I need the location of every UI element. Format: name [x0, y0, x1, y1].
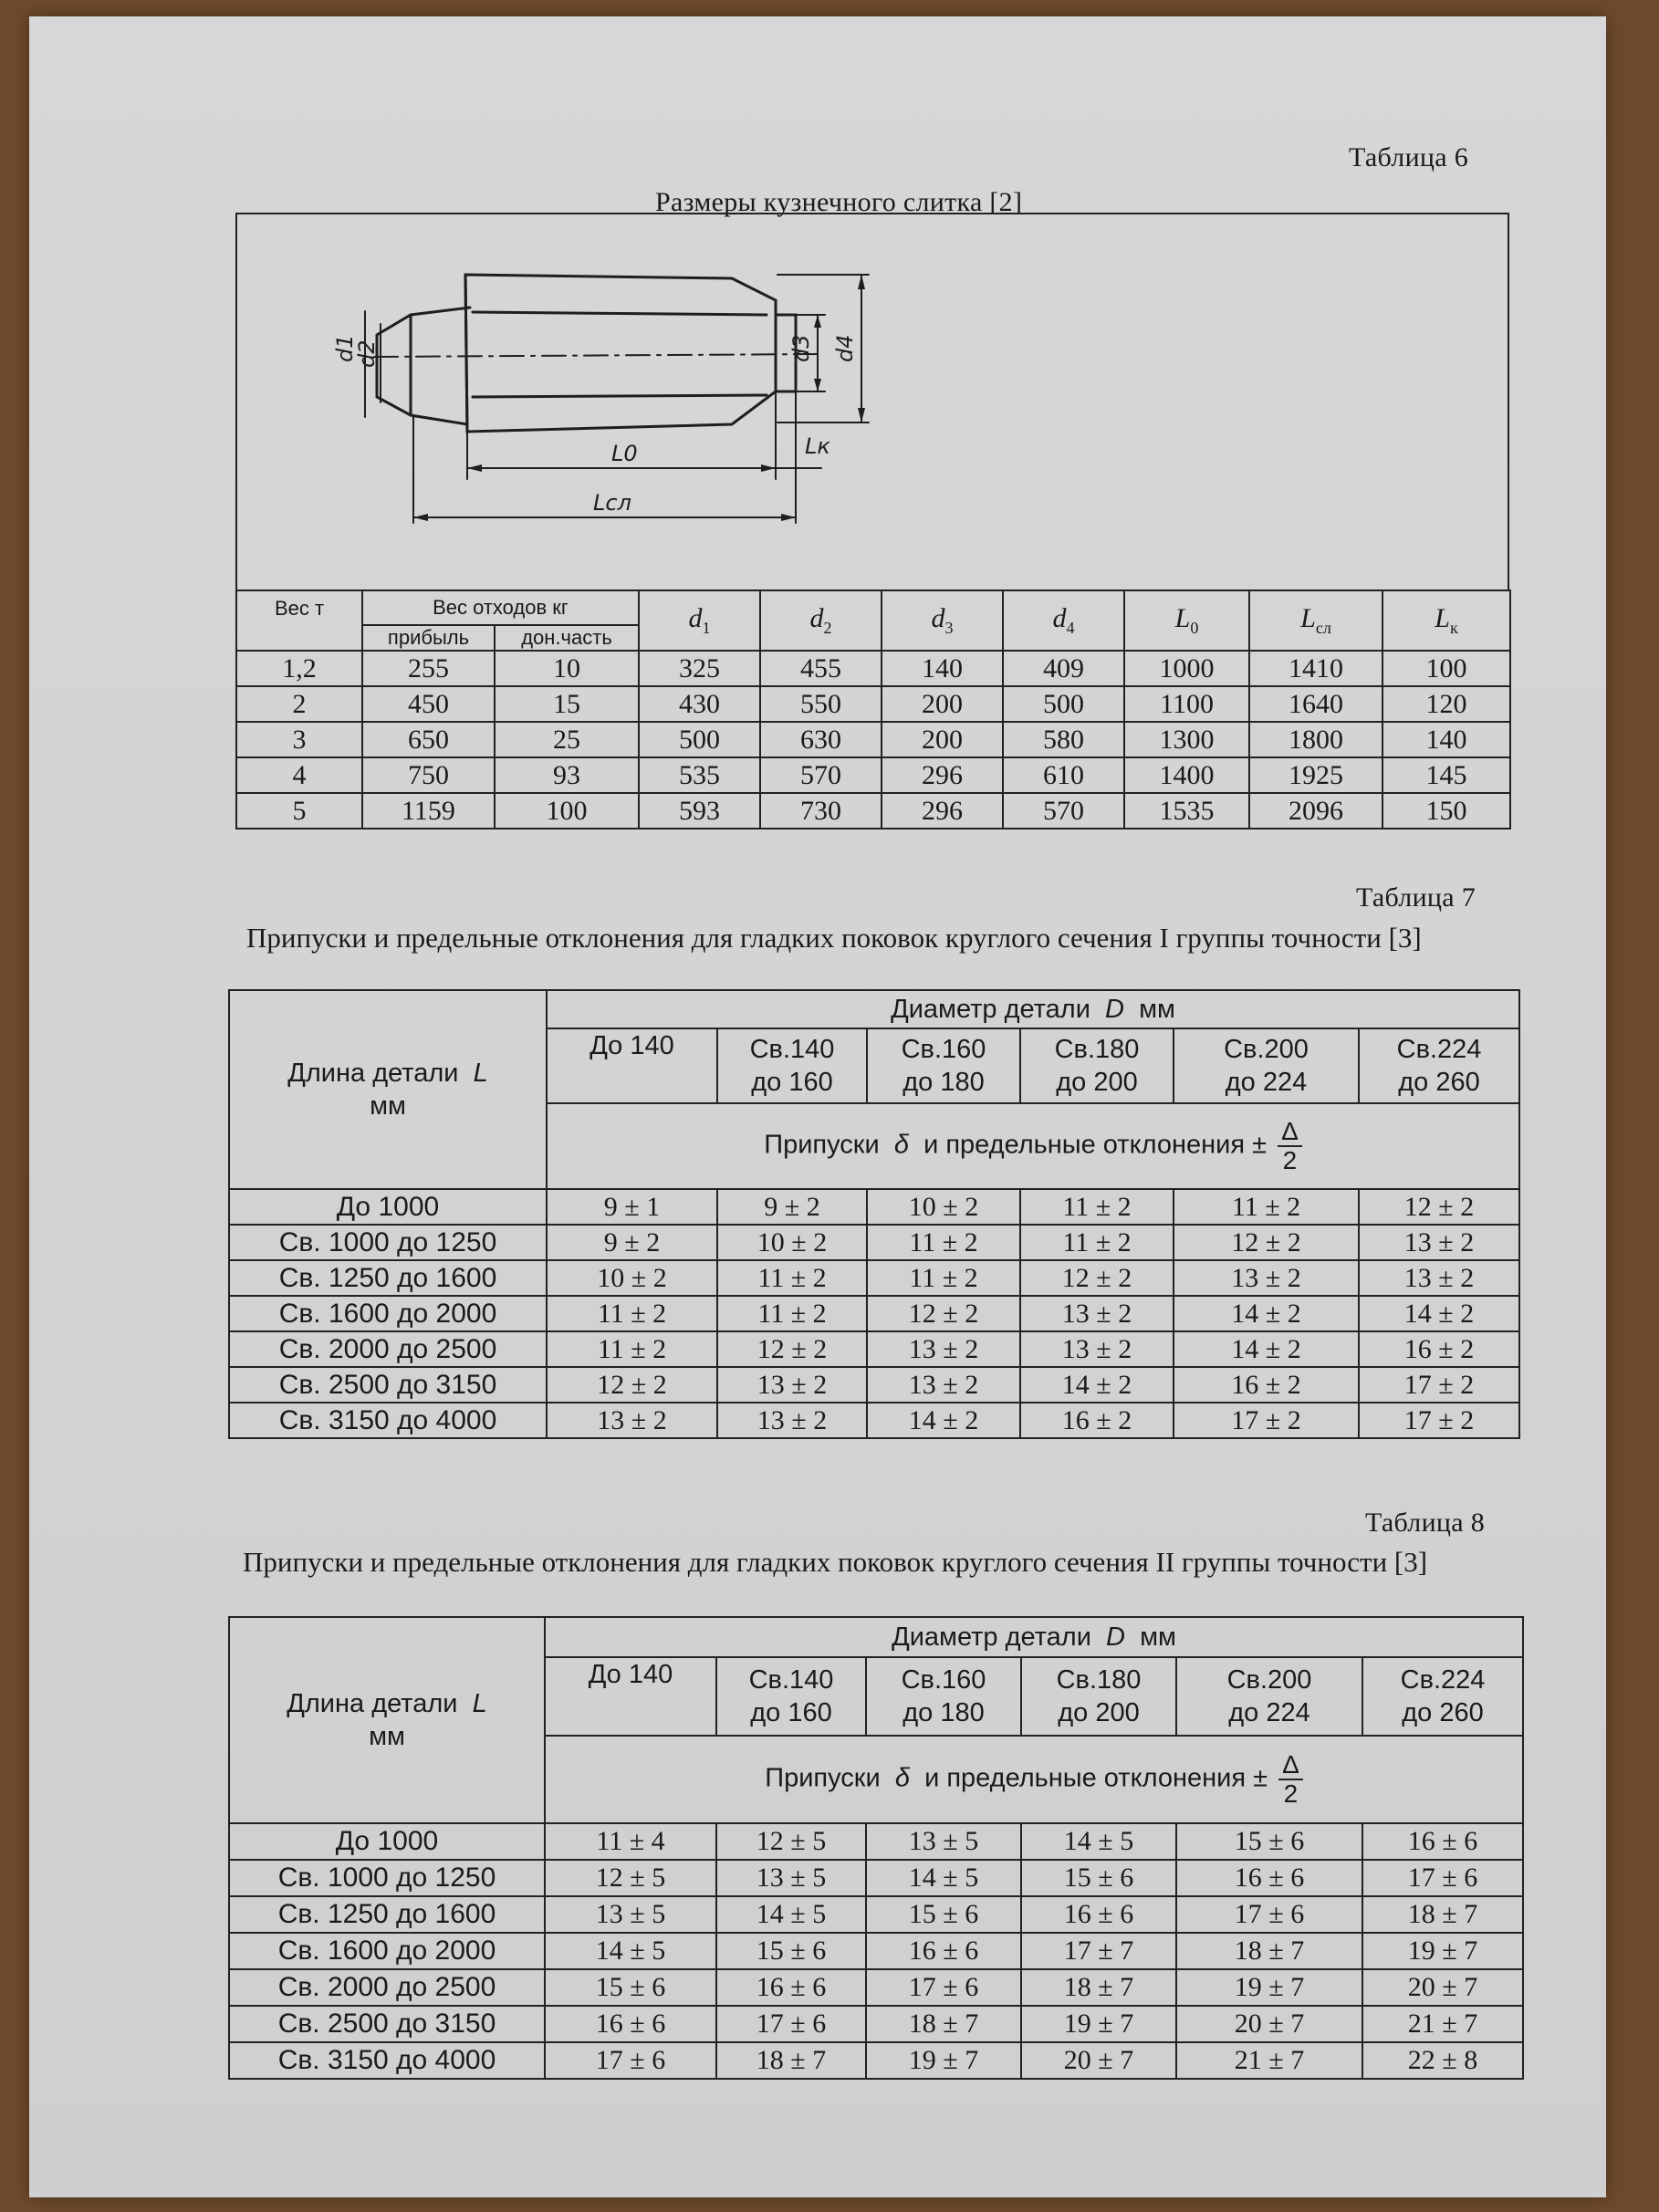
t7-cell: 14 ± 2: [1174, 1331, 1359, 1367]
t7-cell: 13 ± 2: [1020, 1331, 1174, 1367]
t7-cell: 12 ± 2: [1359, 1189, 1519, 1225]
t6-cell: 120: [1382, 686, 1510, 722]
t7-cell: 11 ± 2: [717, 1296, 867, 1331]
t6-cell: 5: [236, 793, 362, 829]
t7-cell: 9 ± 2: [717, 1189, 867, 1225]
t6-cell: 500: [1003, 686, 1124, 722]
t7-cell: 11 ± 2: [867, 1260, 1020, 1296]
table6-title: Размеры кузнечного слитка [2]: [655, 187, 1023, 217]
t6-cell: 535: [639, 757, 760, 793]
t8-cell: Св. 1250 до 1600: [229, 1896, 545, 1933]
t6-cell: 450: [362, 686, 495, 722]
t8-cell: 17 ± 6: [866, 1969, 1021, 2006]
t6-cell: 100: [1382, 651, 1510, 686]
t7-cell: 14 ± 2: [1359, 1296, 1519, 1331]
col-pribyl: прибыль: [362, 625, 495, 651]
t7-cell: 11 ± 2: [1174, 1189, 1359, 1225]
t8-row: [229, 1860, 1523, 1896]
t8-cell: 19 ± 7: [1176, 1969, 1362, 2006]
t6-row: [236, 757, 1510, 793]
col-Lsl: $L_{сл}$: [1249, 590, 1382, 651]
t8-cell: 16 ± 6: [716, 1969, 866, 2006]
col-d1: $d_1$: [639, 590, 760, 651]
diagram-label-d2: d2: [354, 339, 380, 368]
t8-cell: 17 ± 6: [545, 2042, 716, 2079]
t8-cell: 15 ± 6: [545, 1969, 716, 2006]
t6-cell: 296: [882, 793, 1003, 829]
t8-cell: 18 ± 7: [1362, 1896, 1523, 1933]
t8-cell: 20 ± 7: [1362, 1969, 1523, 2006]
t7-cell: Св. 2000 до 2500: [229, 1331, 547, 1367]
t6-cell: 200: [882, 686, 1003, 722]
t8-cell: 13 ± 5: [545, 1896, 716, 1933]
col-don-chast: дон.часть: [495, 625, 639, 651]
t8-cell: 21 ± 7: [1362, 2006, 1523, 2042]
table7-title: Припуски и предельные отклонения для гладких поковок круглого сечения I группы точности [3]: [246, 922, 1422, 954]
t8-cell: 11 ± 4: [545, 1823, 716, 1860]
t6-cell: 3: [236, 722, 362, 757]
t6-cell: 650: [362, 722, 495, 757]
diagram-label-Lk: Lк: [805, 433, 830, 459]
t6-cell: 1300: [1124, 722, 1249, 757]
col-Lk: $L_к$: [1382, 590, 1510, 651]
t7-cell: Св. 1600 до 2000: [229, 1296, 547, 1331]
t8-cell: 17 ± 6: [716, 2006, 866, 2042]
t6-cell: 200: [882, 722, 1003, 757]
t7-cell: 13 ± 2: [867, 1331, 1020, 1367]
t8-cell: 15 ± 6: [1176, 1823, 1362, 1860]
t6-row: [236, 686, 1510, 722]
t7-allowance-header: Припуски δ и предельные отклонения ± $\frac{\Delta}{2}$: [547, 1103, 1519, 1189]
t8-cell: 14 ± 5: [866, 1860, 1021, 1896]
t7-row: [229, 1260, 1519, 1296]
t8-cell: 12 ± 5: [716, 1823, 866, 1860]
t8-row: [229, 1933, 1523, 1969]
t6-row: [236, 722, 1510, 757]
t8-cell: 15 ± 6: [716, 1933, 866, 1969]
t8-cell: 16 ± 6: [1362, 1823, 1523, 1860]
diagram-label-L0: L0: [611, 441, 638, 466]
t8-cell: 18 ± 7: [1176, 1933, 1362, 1969]
t6-cell: 1,2: [236, 651, 362, 686]
t7-cell: 16 ± 2: [1174, 1367, 1359, 1403]
t6-cell: 140: [1382, 722, 1510, 757]
t6-cell: 150: [1382, 793, 1510, 829]
t8-row: [229, 2006, 1523, 2042]
t7-cell: 11 ± 2: [1020, 1189, 1174, 1225]
table8-label: Таблица 8: [1365, 1508, 1486, 1538]
t8-allowance-header: Припуски δ и предельные отклонения ± $\frac{\Delta}{2}$: [545, 1736, 1523, 1823]
t8-row: [229, 2042, 1523, 2079]
t7-diameter-range: Св.140 до 160: [717, 1028, 867, 1103]
t8-row: [229, 1823, 1523, 1860]
t8-cell: 14 ± 5: [716, 1896, 866, 1933]
col-d2: $d_2$: [760, 590, 882, 651]
t6-cell: 140: [882, 651, 1003, 686]
t6-cell: 1000: [1124, 651, 1249, 686]
t8-diameter-range: Св.180 до 200: [1021, 1657, 1176, 1736]
t7-cell: 13 ± 2: [717, 1403, 867, 1438]
table8-title: Припуски и предельные отклонения для гладких поковок круглого сечения II группы точности [3]: [243, 1546, 1428, 1578]
t8-cell: 16 ± 6: [1021, 1896, 1176, 1933]
t7-cell: 9 ± 2: [547, 1225, 717, 1260]
t7-cell: До 1000: [229, 1189, 547, 1225]
t7-cell: 17 ± 2: [1174, 1403, 1359, 1438]
t7-cell: Св. 2500 до 3150: [229, 1367, 547, 1403]
t6-cell: 1159: [362, 793, 495, 829]
t7-row: [229, 1189, 1519, 1225]
t7-diameter-range: До 140: [547, 1028, 717, 1103]
t7-col-diameter: Диаметр детали D мм: [547, 990, 1519, 1028]
table7: [228, 989, 1520, 1439]
t8-cell: 20 ± 7: [1176, 2006, 1362, 2042]
t7-row: [229, 1331, 1519, 1367]
t8-cell: 15 ± 6: [1021, 1860, 1176, 1896]
t6-cell: 2: [236, 686, 362, 722]
table6-label: Таблица 6: [1349, 142, 1469, 172]
t6-cell: 570: [760, 757, 882, 793]
t7-cell: 10 ± 2: [867, 1189, 1020, 1225]
table7-label: Таблица 7: [1356, 882, 1476, 913]
t7-cell: 13 ± 2: [1020, 1296, 1174, 1331]
t8-cell: 15 ± 6: [866, 1896, 1021, 1933]
t7-cell: 13 ± 2: [547, 1403, 717, 1438]
t6-row: [236, 651, 1510, 686]
diagram-label-d3: d3: [788, 334, 814, 362]
col-L0: $L_0$: [1124, 590, 1249, 651]
t7-row: [229, 1296, 1519, 1331]
t6-cell: 580: [1003, 722, 1124, 757]
t7-cell: Св. 1000 до 1250: [229, 1225, 547, 1260]
t8-cell: Св. 1600 до 2000: [229, 1933, 545, 1969]
diagram-label-Lsl: Lсл: [593, 490, 631, 516]
diagram-label-d4: d4: [832, 334, 858, 362]
t7-cell: 16 ± 2: [1359, 1331, 1519, 1367]
t7-cell: 16 ± 2: [1020, 1403, 1174, 1438]
t6-cell: 325: [639, 651, 760, 686]
t8-cell: До 1000: [229, 1823, 545, 1860]
t6-cell: 409: [1003, 651, 1124, 686]
t8-diameter-range: Св.200 до 224: [1176, 1657, 1362, 1736]
t8-cell: 22 ± 8: [1362, 2042, 1523, 2079]
t8-cell: 20 ± 7: [1021, 2042, 1176, 2079]
col-d4: $d_4$: [1003, 590, 1124, 651]
t8-cell: 16 ± 6: [1176, 1860, 1362, 1896]
t6-cell: 430: [639, 686, 760, 722]
t7-cell: 14 ± 2: [867, 1403, 1020, 1438]
t6-cell: 1800: [1249, 722, 1382, 757]
t7-cell: 11 ± 2: [547, 1331, 717, 1367]
t8-diameter-range: Св.224 до 260: [1362, 1657, 1523, 1736]
t8-cell: 19 ± 7: [866, 2042, 1021, 2079]
t7-cell: 13 ± 2: [1359, 1225, 1519, 1260]
t8-cell: 16 ± 6: [866, 1933, 1021, 1969]
t7-cell: 11 ± 2: [717, 1260, 867, 1296]
t8-cell: 17 ± 6: [1362, 1860, 1523, 1896]
t8-cell: 18 ± 7: [716, 2042, 866, 2079]
t6-cell: 1535: [1124, 793, 1249, 829]
t7-cell: 13 ± 2: [1359, 1260, 1519, 1296]
t8-cell: 12 ± 5: [545, 1860, 716, 1896]
t6-cell: 455: [760, 651, 882, 686]
t7-diameter-range: Св.200 до 224: [1174, 1028, 1359, 1103]
t8-cell: 19 ± 7: [1362, 1933, 1523, 1969]
t6-cell: 1925: [1249, 757, 1382, 793]
t6-cell: 2096: [1249, 793, 1382, 829]
t7-cell: 12 ± 2: [1020, 1260, 1174, 1296]
t7-cell: 12 ± 2: [867, 1296, 1020, 1331]
t6-cell: 730: [760, 793, 882, 829]
t7-cell: 13 ± 2: [1174, 1260, 1359, 1296]
t6-row: [236, 793, 1510, 829]
col-d3: $d_3$: [882, 590, 1003, 651]
col-ves: Вес т: [236, 590, 362, 651]
t7-cell: 10 ± 2: [547, 1260, 717, 1296]
t8-cell: 19 ± 7: [1021, 2006, 1176, 2042]
t6-cell: 255: [362, 651, 495, 686]
t6-cell: 1410: [1249, 651, 1382, 686]
t8-diameter-range: Св.140 до 160: [716, 1657, 866, 1736]
t7-cell: 14 ± 2: [1020, 1367, 1174, 1403]
t7-cell: 14 ± 2: [1174, 1296, 1359, 1331]
table6: [235, 590, 1511, 830]
t8-diameter-range: До 140: [545, 1657, 716, 1736]
t8-cell: 21 ± 7: [1176, 2042, 1362, 2079]
t6-cell: 10: [495, 651, 639, 686]
t6-cell: 750: [362, 757, 495, 793]
t7-diameter-range: Св.160 до 180: [867, 1028, 1020, 1103]
t7-col-length: Длина детали L мм: [229, 990, 547, 1189]
t8-row: [229, 1896, 1523, 1933]
t8-cell: 17 ± 7: [1021, 1933, 1176, 1969]
t6-cell: 630: [760, 722, 882, 757]
t7-row: [229, 1225, 1519, 1260]
t7-cell: 12 ± 2: [1174, 1225, 1359, 1260]
t6-cell: 593: [639, 793, 760, 829]
t6-cell: 1640: [1249, 686, 1382, 722]
ingot-diagram-frame: [235, 213, 1509, 590]
t7-cell: 13 ± 2: [867, 1367, 1020, 1403]
t8-col-length: Длина детали L мм: [229, 1617, 545, 1823]
ingot-diagram: [237, 214, 1508, 590]
t7-cell: Св. 1250 до 1600: [229, 1260, 547, 1296]
t6-cell: 1100: [1124, 686, 1249, 722]
t6-cell: 145: [1382, 757, 1510, 793]
t6-cell: 610: [1003, 757, 1124, 793]
t7-cell: 11 ± 2: [547, 1296, 717, 1331]
t8-cell: 14 ± 5: [545, 1933, 716, 1969]
t6-cell: 15: [495, 686, 639, 722]
t7-diameter-range: Св.180 до 200: [1020, 1028, 1174, 1103]
t6-cell: 93: [495, 757, 639, 793]
t7-row: [229, 1367, 1519, 1403]
t7-cell: 17 ± 2: [1359, 1367, 1519, 1403]
t7-cell: 9 ± 1: [547, 1189, 717, 1225]
t6-cell: 550: [760, 686, 882, 722]
col-ves-othodov: Вес отходов кг: [362, 590, 639, 625]
t8-cell: 13 ± 5: [716, 1860, 866, 1896]
t8-cell: Св. 3150 до 4000: [229, 2042, 545, 2079]
t8-cell: 14 ± 5: [1021, 1823, 1176, 1860]
t7-cell: 17 ± 2: [1359, 1403, 1519, 1438]
t7-cell: Св. 3150 до 4000: [229, 1403, 547, 1438]
t8-cell: 16 ± 6: [545, 2006, 716, 2042]
t7-cell: 13 ± 2: [717, 1367, 867, 1403]
diagram-label-d1: d1: [332, 334, 358, 362]
t8-row: [229, 1969, 1523, 2006]
t6-cell: 570: [1003, 793, 1124, 829]
t8-cell: 17 ± 6: [1176, 1896, 1362, 1933]
t7-cell: 10 ± 2: [717, 1225, 867, 1260]
table8: [228, 1616, 1524, 2080]
t6-cell: 500: [639, 722, 760, 757]
t7-diameter-range: Св.224 до 260: [1359, 1028, 1519, 1103]
t8-diameter-range: Св.160 до 180: [866, 1657, 1021, 1736]
t8-col-diameter: Диаметр детали D мм: [545, 1617, 1523, 1657]
t7-cell: 12 ± 2: [717, 1331, 867, 1367]
t7-row: [229, 1403, 1519, 1438]
t6-cell: 4: [236, 757, 362, 793]
t6-cell: 296: [882, 757, 1003, 793]
t8-cell: Св. 1000 до 1250: [229, 1860, 545, 1896]
t8-cell: Св. 2500 до 3150: [229, 2006, 545, 2042]
t6-cell: 1400: [1124, 757, 1249, 793]
t8-cell: 18 ± 7: [866, 2006, 1021, 2042]
t7-cell: 11 ± 2: [1020, 1225, 1174, 1260]
t7-cell: 11 ± 2: [867, 1225, 1020, 1260]
t6-cell: 100: [495, 793, 639, 829]
t6-cell: 25: [495, 722, 639, 757]
t8-cell: 13 ± 5: [866, 1823, 1021, 1860]
t7-cell: 12 ± 2: [547, 1367, 717, 1403]
t8-cell: 18 ± 7: [1021, 1969, 1176, 2006]
t8-cell: Св. 2000 до 2500: [229, 1969, 545, 2006]
